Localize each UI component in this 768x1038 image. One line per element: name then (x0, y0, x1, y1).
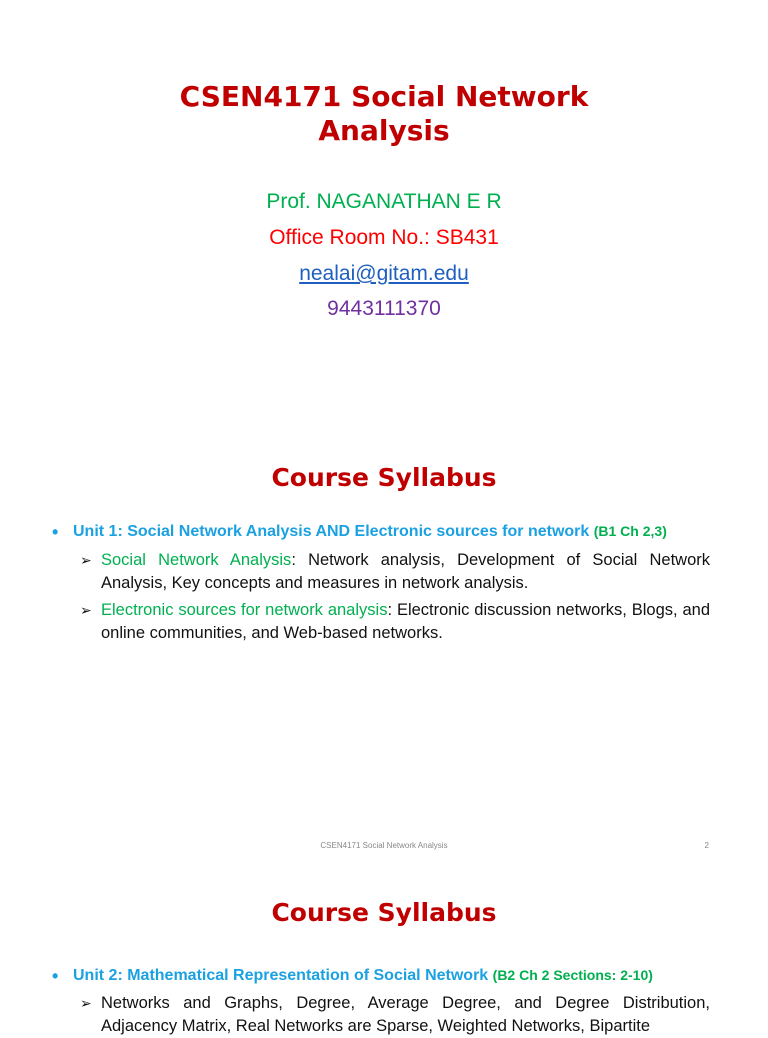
bullet-dot-icon: • (52, 522, 59, 542)
arrow-bullet-icon: ➢ (80, 995, 92, 1011)
unit-1-label: Unit 1: Social Network Analysis AND Electronic sources for network (73, 523, 590, 540)
item-body: Electronic discussion networks, Blogs, and online communities, and Web-based networks. (101, 601, 711, 642)
item-separator: : (387, 601, 393, 619)
unit-2-heading (52, 967, 710, 985)
professor-name: Prof. NAGANATHAN E R (266, 190, 502, 213)
item-separator: : (291, 551, 296, 569)
item-heading: Electronic sources for network analysis (101, 601, 388, 619)
item-heading: Social Network Analysis (101, 551, 292, 569)
slide-footer: CSEN4171 Social Network Analysis (320, 841, 448, 850)
bullet-dot-icon: • (52, 966, 59, 986)
course-title-line-2: Analysis (318, 114, 450, 147)
item-body: Networks and Graphs, Degree, Average Degree, and Degree Distribution, Adjacency Matrix, Real Networks are Sparse, Weighted Networks, Bipartite (101, 994, 710, 1035)
course-title-line-1: CSEN4171 Social Network (179, 80, 589, 113)
syllabus-title: Course Syllabus (271, 463, 497, 492)
unit-1-reference: (B1 Ch 2,3) (593, 523, 667, 539)
arrow-bullet-icon: ➢ (80, 552, 92, 568)
unit-1-item-2 (80, 599, 710, 645)
page-number: 2 (704, 841, 709, 850)
unit-1-item-1 (80, 549, 710, 595)
syllabus-title-2: Course Syllabus (271, 898, 497, 927)
office-room: Office Room No.: SB431 (269, 226, 499, 249)
arrow-bullet-icon: ➢ (80, 602, 92, 618)
unit-2-item-1 (80, 992, 710, 1038)
syllabus-slide-2 (0, 860, 768, 1035)
phone-number: 9443111370 (327, 297, 441, 320)
item-body: Network analysis, Development of Social Network Analysis, Key concepts and measures in network analysis. (101, 551, 710, 592)
email-text[interactable]: nealai@gitam.edu (299, 262, 469, 285)
unit-2-reference: (B2 Ch 2 Sections: 2-10) (492, 967, 653, 983)
unit-1-heading (52, 523, 710, 541)
unit-2-label: Unit 2: Mathematical Representation of Social Network (73, 967, 489, 984)
